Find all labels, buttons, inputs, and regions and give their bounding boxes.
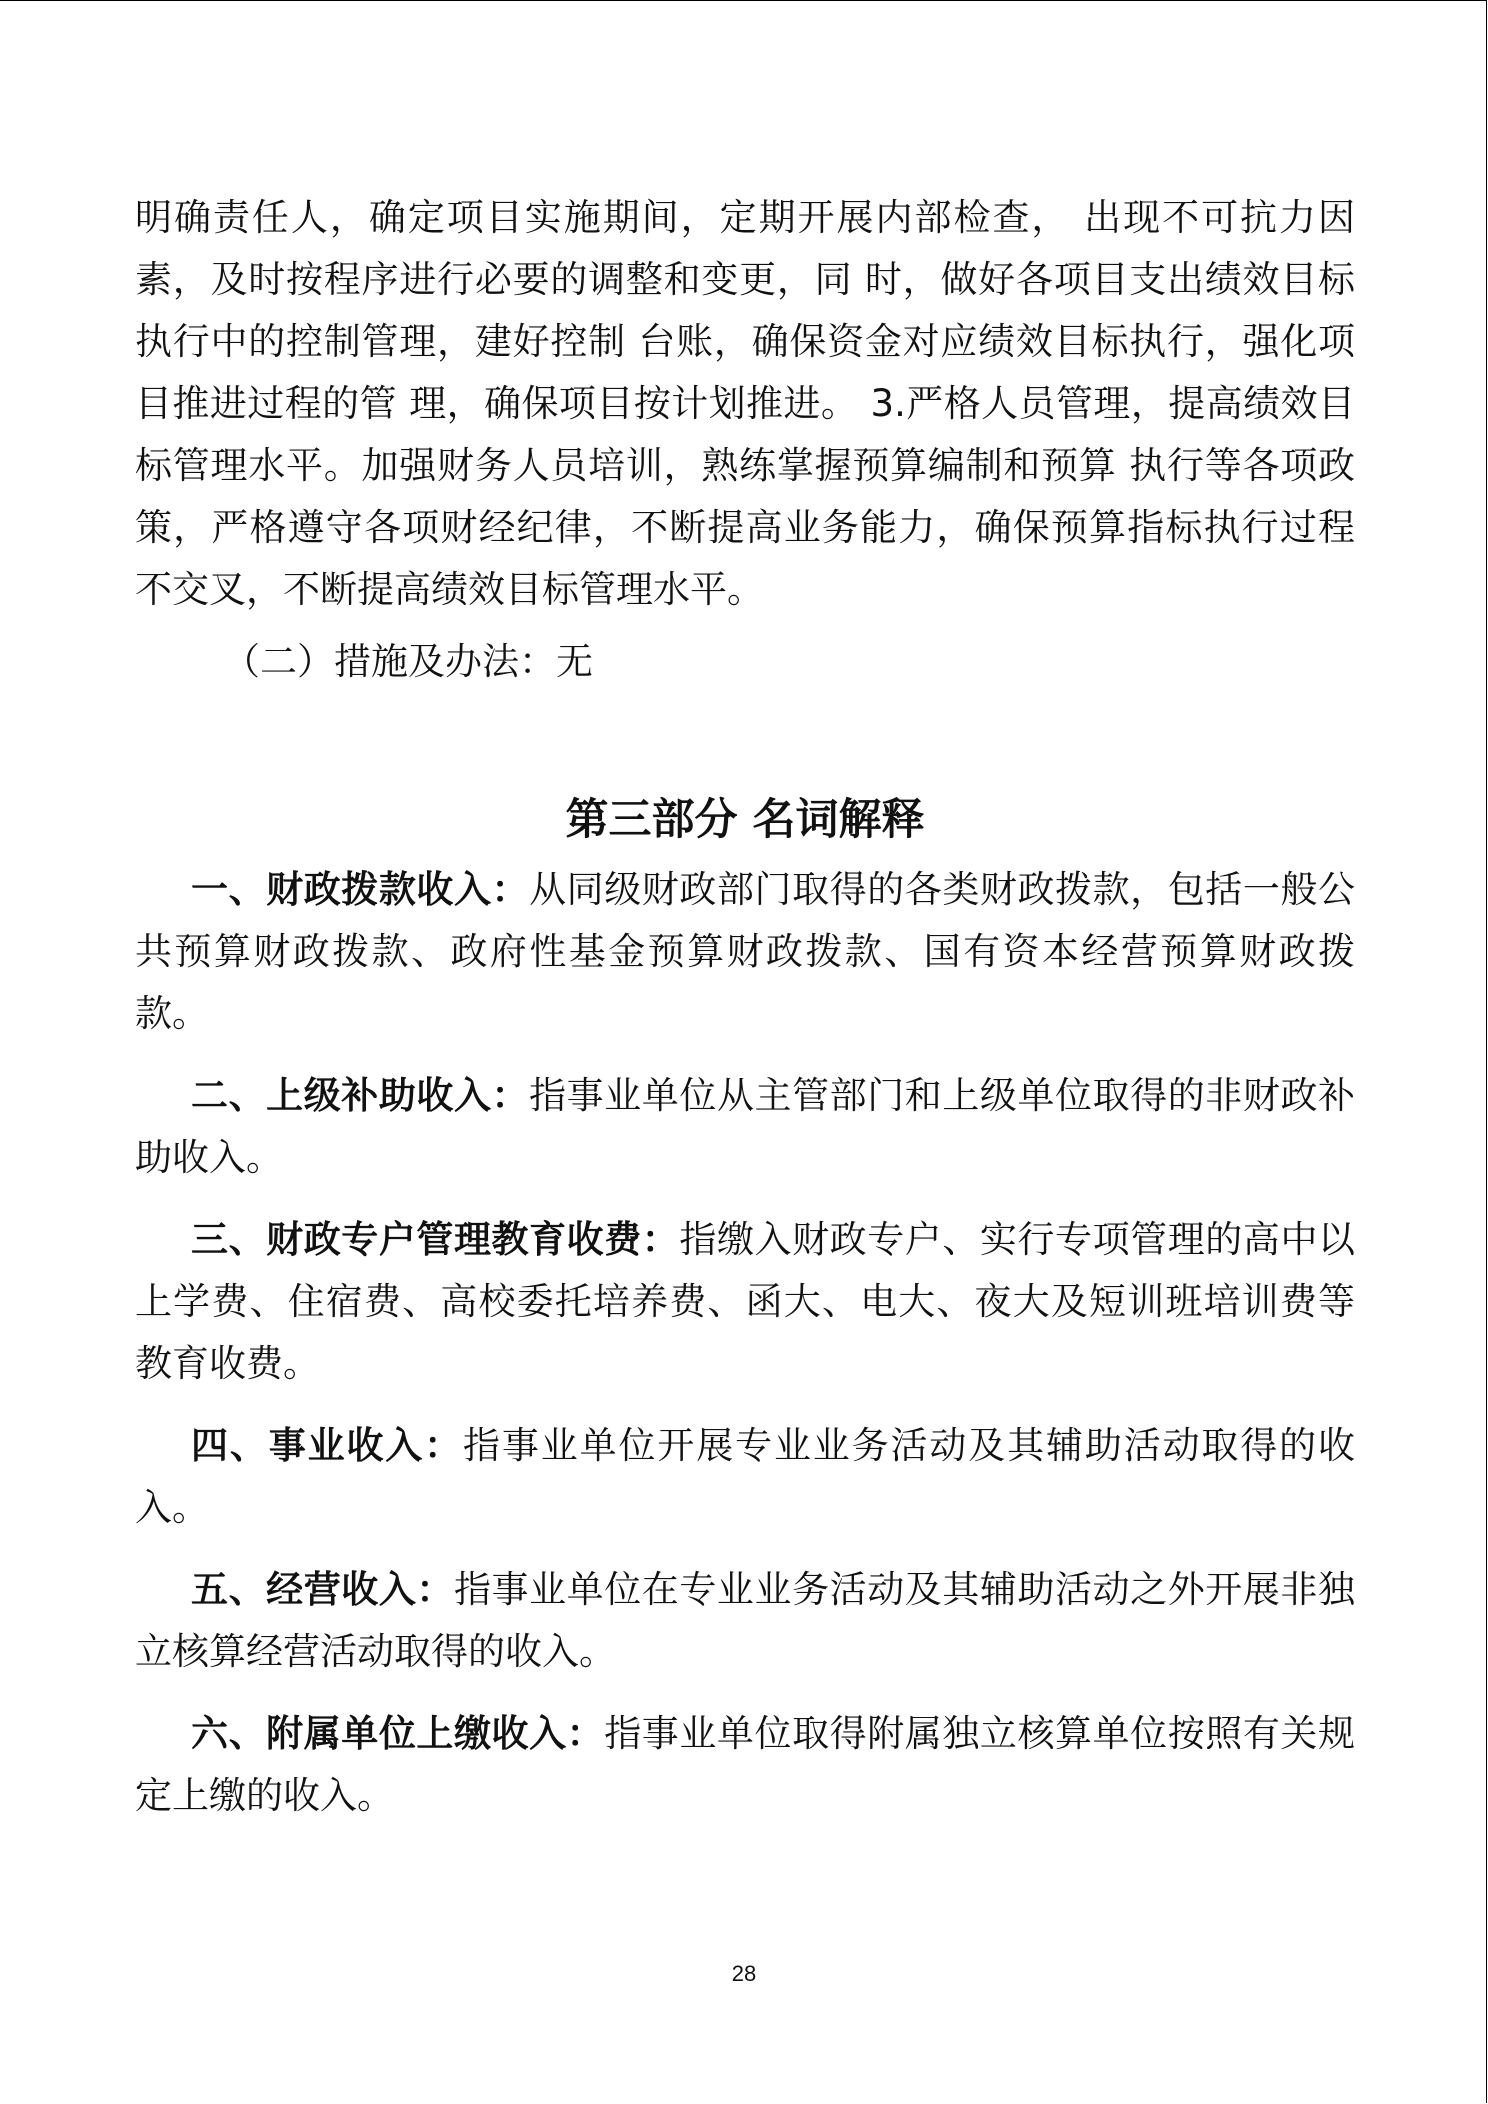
term-definition: 指事业单位取得附属独立核算单位按照有关规定上缴的收入。 bbox=[135, 1712, 1355, 1817]
term-name: 一、财政拨款收入： bbox=[191, 868, 530, 911]
term-name: 二、上级补助收入： bbox=[191, 1074, 530, 1117]
term-item bbox=[135, 1065, 1355, 1189]
term-item bbox=[135, 859, 1355, 1045]
term-item bbox=[135, 1415, 1355, 1539]
term-name: 四、事业收入： bbox=[191, 1424, 464, 1467]
term-definition: 从同级财政部门取得的各类财政拨款，包括一般公共预算财政拨款、政府性基金预算财政拨款、国有资本经营预算财政拨款。 bbox=[135, 868, 1356, 1035]
term-definition: 指缴入财政专户、实行专项管理的高中以上学费、住宿费、高校委托培养费、函大、电大、夜大及短训班培训费等教育收费。 bbox=[135, 1218, 1356, 1385]
measures-line: （二）措施及办法：无 bbox=[223, 640, 593, 683]
page-content bbox=[135, 187, 1355, 1847]
term-definition: 指事业单位从主管部门和上级单位取得的非财政补助收入。 bbox=[135, 1074, 1356, 1179]
term-definition: 指事业单位开展专业业务活动及其辅助活动取得的收入。 bbox=[135, 1424, 1356, 1529]
section-title: 第三部分 名词解释 bbox=[565, 795, 925, 845]
term-item bbox=[135, 1559, 1355, 1683]
term-name: 五、经营收入： bbox=[191, 1568, 454, 1611]
term-name: 三、财政专户管理教育收费： bbox=[191, 1218, 680, 1261]
term-name: 六、附属单位上缴收入： bbox=[191, 1712, 605, 1755]
term-definition: 指事业单位在专业业务活动及其辅助活动之外开展非独立核算经营活动取得的收入。 bbox=[135, 1568, 1356, 1673]
term-item bbox=[135, 1703, 1355, 1827]
page-number: 28 bbox=[731, 1961, 757, 1986]
continuation-paragraph: 明确责任人，确定项目实施期间，定期开展内部检查， 出现不可抗力因素，及时按程序进行必要的调整和变更，同 时，做好各项目支出绩效目标执行中的控制管理，建好控制 台账，确保资金对应绩效目标执行，强化项目推进过程的管 理，确保项目按计划推进。 3.严格人员管理，提高绩效目 标管理水平。加强财务人员培训，熟练掌握预算编制和预算 执行等各项政策，严格遵守各项财经纪律，不断提高业务能力，确保预算指标执行过程不交叉，不断提高绩效目标管理水平。 bbox=[135, 196, 1355, 611]
term-item bbox=[135, 1209, 1355, 1395]
